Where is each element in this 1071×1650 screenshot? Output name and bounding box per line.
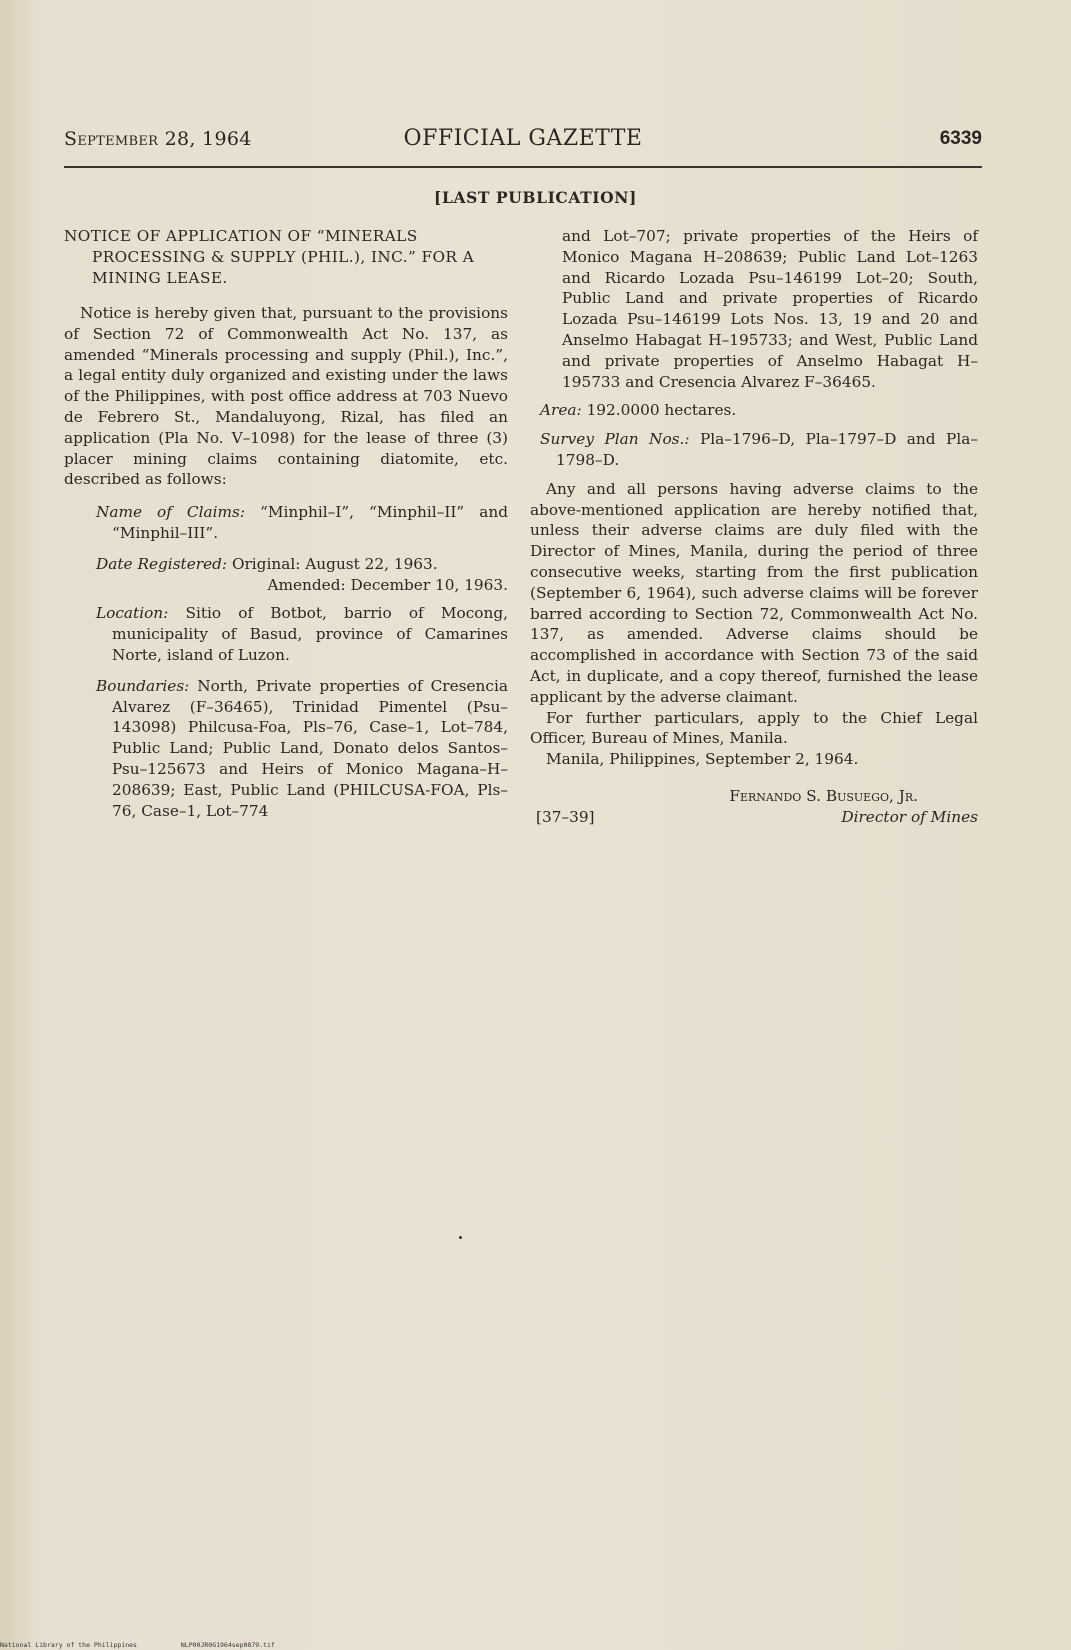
location <box>64 603 508 665</box>
location-value: Sitio of Botbot, barrio of Mocong, municipality of Basud, province of Camarines Norte, island of Luzon. <box>112 604 508 664</box>
location-label: Location: <box>96 604 169 623</box>
right-column <box>530 226 978 829</box>
header-title: OFFICIAL GAZETTE <box>403 126 643 151</box>
signatory-name: Fernando S. Busuego, Jr. <box>729 786 918 805</box>
signature-row <box>530 807 978 829</box>
survey-plan <box>530 429 978 471</box>
header-rule <box>64 166 982 168</box>
date-registered-amended: Amended: December 10, 1963. <box>267 575 508 594</box>
ink-speck <box>459 1236 462 1239</box>
area-label: Area: <box>540 401 582 420</box>
footer-library: National Library of the Philippines <box>0 1641 137 1649</box>
area <box>530 400 978 421</box>
boundaries-label: Boundaries: <box>96 676 190 695</box>
signatory-title: Director of Mines <box>841 807 978 826</box>
boundaries-value-part1: North, Private properties of Cresencia Alvarez (F–36465), Trinidad Pimentel (Psu–143098) Philcusa-Foa, Pls–76, Case–1, Lot–784, Public Land; Public Land, Donato delos Santos–Psu–125673 and Heirs of Monico Magana–H–208639; East, Public Land (PHILCUSA-FOA, Pls–76, Case–1, Lot–774 <box>112 676 508 820</box>
survey-plan-value: Pla–1796–D, Pla–1797–D and Pla–1798–D. <box>556 430 978 469</box>
page-header <box>64 128 982 160</box>
boundaries-value-part2: and Lot–707; private properties of the Heirs of Monico Magana H–208639; Public Land Lot–1263 and Ricardo Lozada Psu–146199 Lot–20; South, Public Land and private properties of Ricardo Lozada Psu–146199 Lots Nos. 13, 19 and 20 and Anselmo Habagat H–195733; and West, Public Land and private properties of Anselmo Habagat H–195733 and Cresencia Alvarez F–36465. <box>562 227 978 391</box>
name-of-claims-value: “Minphil–I”, “Minphil–II” and “Minphil–III”. <box>112 503 508 542</box>
area-value: 192.0000 hectares. <box>586 401 737 420</box>
issue-code: [37–39] <box>536 807 595 826</box>
adverse-claims: Any and all persons having adverse claims to the above-mentioned application are hereby notified that, unless their adverse claims are duly filed with the Director of Mines, Manila, during the period of three consecutive weeks, starting from the first publication (September 6, 1964), such adverse claims will be forever barred according to Section 72, Commonwealth Act No. 137, as amended. Adverse claims should be accomplished in accordance with Section 73 of the said Act, in duplicate, and a copy thereof, furnished the lease applicant by the adverse claimant. <box>530 479 978 706</box>
survey-plan-label: Survey Plan Nos.: <box>540 430 690 449</box>
page-number: 6339 <box>939 128 982 149</box>
name-of-claims-label: Name of Claims: <box>96 503 246 522</box>
notice-intro: Notice is hereby given that, pursuant to the provisions of Section 72 of Commonwealth Act No. 137, as amended “Minerals processing and supply (Phil.), Inc.”, a legal entity duly organized and existing under the laws of the Philippines, with post office address at 703 Nuevo de Febrero St., Mandaluyong, Rizal, has filed an application (Pla No. V–1098) for the lease of three (3) placer mining claims containing diatomite, etc. described as follows: <box>64 304 508 489</box>
place-date: Manila, Philippines, September 2, 1964. <box>546 750 859 769</box>
scan-footer <box>0 1641 275 1649</box>
footer-file: NLP00JR0G1964sep0879.tif <box>180 1641 275 1649</box>
further-particulars: For further particulars, apply to the Chief Legal Officer, Bureau of Mines, Manila. <box>530 708 978 748</box>
date-registered <box>64 554 508 596</box>
publication-heading: [LAST PUBLICATION] <box>434 188 637 207</box>
header-date: September 28, 1964 <box>64 128 252 150</box>
boundaries <box>64 676 508 822</box>
name-of-claims <box>64 502 508 544</box>
date-registered-original: Original: August 22, 1963. <box>231 554 438 573</box>
notice-title: NOTICE OF APPLICATION OF “MINERALS PROCESSING & SUPPLY (PHIL.), INC.” FOR A MINING LEASE. <box>64 227 475 287</box>
left-column <box>64 226 508 831</box>
date-registered-label: Date Registered: <box>96 554 228 573</box>
